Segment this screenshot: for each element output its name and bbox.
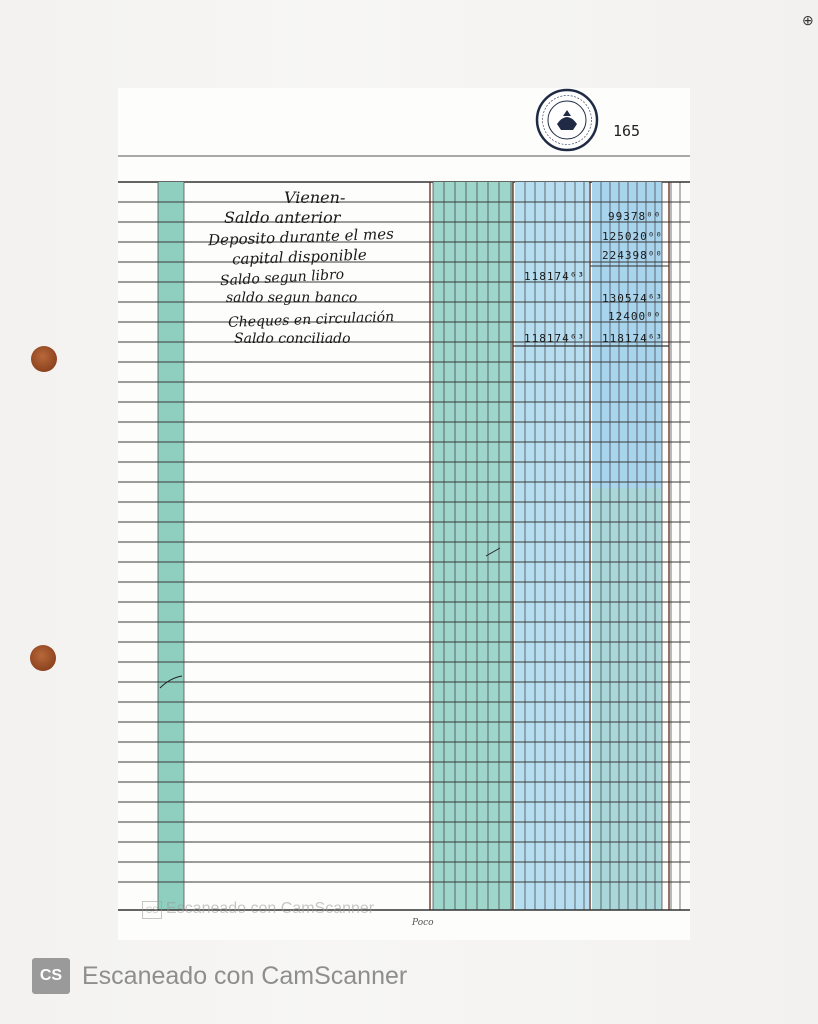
entry-label-saldo-anterior: Saldo anterior xyxy=(224,208,341,227)
entry-label-deposito: Deposito durante el mes xyxy=(207,224,395,250)
entry-label-cheques: Cheques en circulación xyxy=(227,309,395,331)
signature-mark: Poco xyxy=(412,918,434,928)
punch-hole-bottom xyxy=(30,645,56,671)
camscanner-footer-text: Escaneado con CamScanner xyxy=(82,962,408,990)
camscanner-small-icon: CS xyxy=(142,901,162,919)
entry-label-vienen: Vienen- xyxy=(284,188,346,207)
entry-debit-saldo-conciliado: 118174⁶³ xyxy=(524,332,585,345)
entry-credit-saldo-banco: 130574⁶³ xyxy=(602,292,663,305)
corner-mark-icon: ⊕ xyxy=(802,12,814,28)
entry-debit-saldo-libro: 118174⁶³ xyxy=(524,270,585,283)
entry-label-saldo-banco: saldo segun banco xyxy=(226,290,358,306)
entry-credit-cheques: 12400⁰⁰ xyxy=(608,310,662,323)
camscanner-logo-icon: CS xyxy=(32,958,70,994)
ledger-grid xyxy=(118,88,690,940)
entry-label-saldo-libro: Saldo segun libro xyxy=(219,266,345,290)
entry-credit-capital: 224398⁰⁰ xyxy=(602,249,663,262)
page-number: 165 xyxy=(613,122,641,140)
entry-credit-deposito: 125020⁰⁰ xyxy=(602,230,663,243)
entry-label-capital: capital disponible xyxy=(231,245,368,269)
entry-credit-saldo-conciliado: 118174⁶³ xyxy=(602,332,663,345)
contraloria-seal-icon xyxy=(535,88,599,152)
punch-hole-top xyxy=(31,346,57,372)
ledger-page xyxy=(118,88,690,940)
entry-label-saldo-conciliado: Saldo conciliado xyxy=(234,331,351,347)
inner-watermark xyxy=(142,900,374,919)
entry-credit-saldo-anterior: 99378⁰⁰ xyxy=(608,210,662,223)
inner-watermark-text: Escaneado con CamScanner xyxy=(166,900,375,917)
